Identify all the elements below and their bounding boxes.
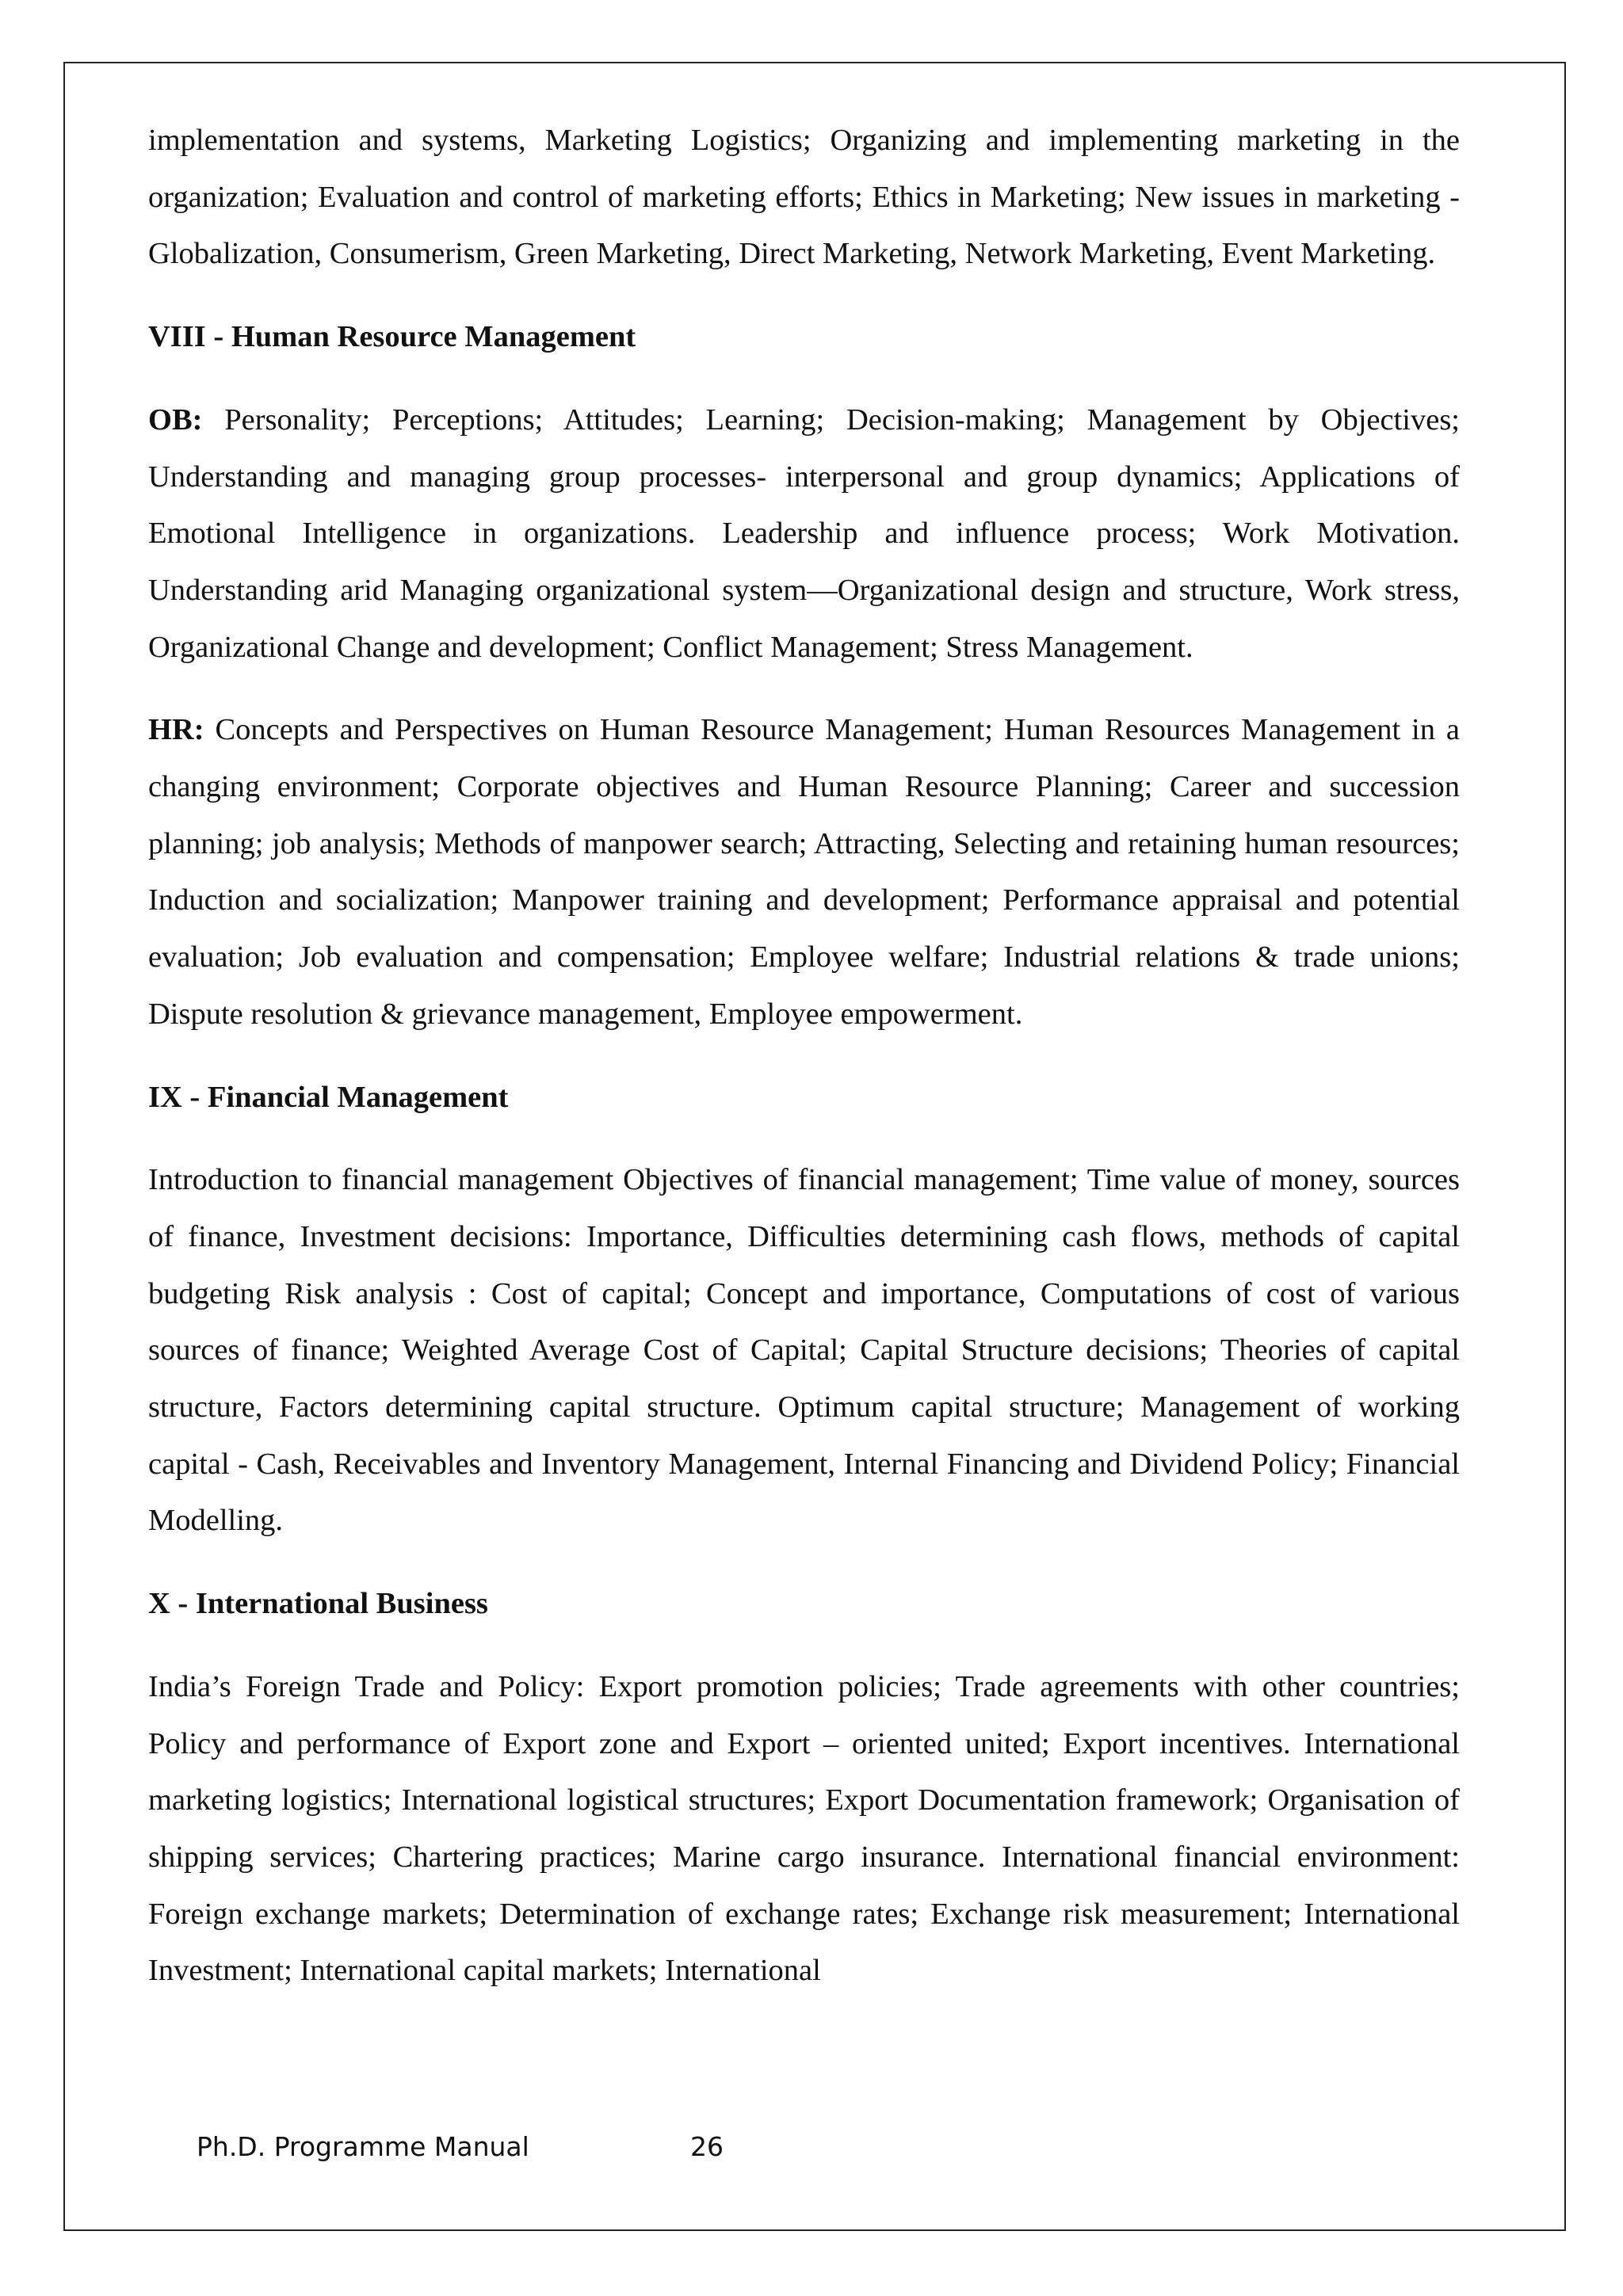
hr-paragraph <box>148 702 1460 1043</box>
ob-text: Personality; Perceptions; Attitudes; Learning; Decision-making; Management by Objectives; Understanding and managing group processes- interpersonal and group dynamics; Applications of Emotional Intelligence in organizations. Leadership and influence process; Work Motivation. Understanding arid Managing organizational system—Organizational design and structure, Work stress, Organizational Change and development; Conflict Management; Stress Management. <box>148 402 1460 664</box>
hr-text: Concepts and Perspectives on Human Resource Management; Human Resources Management in a changing environment; Corporate objectives and Human Resource Planning; Career and succession planning; job analysis; Methods of manpower search; Attracting, Selecting and retaining human resources; Induction and socialization; Manpower training and development; Performance appraisal and potential evaluation; Job evaluation and compensation; Employee welfare; Industrial relations & trade unions; Dispute resolution & grievance management, Employee empowerment. <box>148 713 1460 1031</box>
document-body <box>148 113 1460 2000</box>
international-paragraph: India’s Foreign Trade and Policy: Export promotion policies; Trade agreements with other countries; Policy and performance of Export zone and Export – oriented united; Export incentives. International marketing logistics; International logistical structures; Export Documentation framework; Organisation of shipping services; Chartering practices; Marine cargo insurance. International financial environment: Foreign exchange markets; Determination of exchange rates; Exchange risk measurement; International Investment; International capital markets; International <box>148 1669 1460 1988</box>
section-heading-hrm: VIII - Human Resource Management <box>148 320 636 354</box>
hr-label: HR: <box>148 713 204 747</box>
intro-paragraph: implementation and systems, Marketing Logistics; Organizing and implementing marketing in the organization; Evaluation and control of marketing efforts; Ethics in Marketing; New issues in marketing - Globalization, Consumerism, Green Marketing, Direct Marketing, Network Marketing, Event Marketing. <box>148 124 1460 271</box>
section-heading-international: X - International Business <box>148 1587 488 1621</box>
financial-paragraph: Introduction to financial management Objectives of financial management; Time value of money, sources of finance, Investment decisions: Importance, Difficulties determining cash flows, methods of capital budgeting Risk analysis : Cost of capital; Concept and importance, Computations of cost of various sources of finance; Weighted Average Cost of Capital; Capital Structure decisions; Theories of capital structure, Factors determining capital structure. Optimum capital structure; Management of working capital - Cash, Receivables and Inventory Management, Internal Financing and Dividend Policy; Financial Modelling. <box>148 1163 1460 1538</box>
footer-title: Ph.D. Programme Manual <box>197 2131 529 2162</box>
section-heading-financial: IX - Financial Management <box>148 1080 509 1114</box>
ob-label: OB: <box>148 402 203 437</box>
page-number: 26 <box>690 2131 724 2162</box>
ob-paragraph <box>148 392 1460 677</box>
